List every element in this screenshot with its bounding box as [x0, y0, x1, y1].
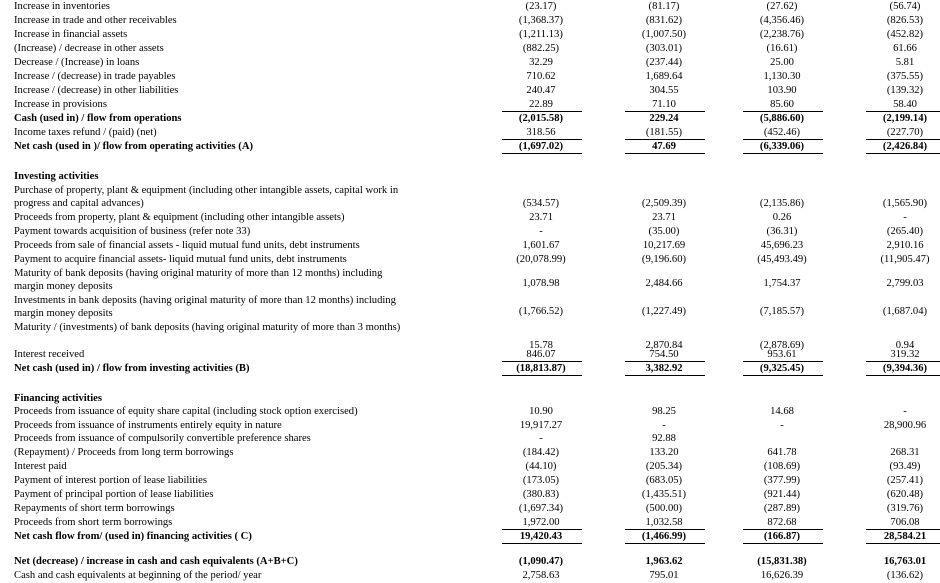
underline-rule — [866, 361, 940, 362]
cell-value: (139.32) — [886, 85, 924, 96]
cell-value: 10,217.69 — [642, 240, 686, 251]
cell-value: (36.31) — [766, 226, 798, 237]
table-row — [0, 70, 940, 84]
cell-value: (2,878.69) — [759, 340, 805, 351]
cell-value: (265.40) — [886, 226, 924, 237]
cell-value: 268.31 — [890, 447, 920, 458]
row-label: Repayments of short term borrowings — [14, 503, 175, 514]
table-row — [0, 225, 940, 239]
row-label: Payment to acquire financial assets- liquid mutual fund units, debt instruments — [14, 254, 347, 265]
cell-value: (15,831.38) — [757, 556, 807, 567]
underline-rule — [743, 139, 823, 140]
table-row — [0, 277, 940, 291]
cell-value: 872.68 — [767, 517, 797, 528]
row-label: Net cash (used in) / flow from investing activities (B) — [14, 363, 250, 374]
cell-value: 710.62 — [526, 71, 556, 82]
cell-value: 14.68 — [770, 406, 794, 417]
cell-value: (108.69) — [763, 461, 801, 472]
cell-value: (826.53) — [886, 15, 924, 26]
underline-rule — [743, 153, 823, 154]
row-label: Maturity of bank deposits (having original maturity of more than 12 months) including — [14, 268, 383, 279]
underline-rule — [866, 139, 940, 140]
cell-value: (500.00) — [645, 503, 683, 514]
cell-value: 92.88 — [652, 433, 676, 444]
cell-value: (184.42) — [522, 447, 560, 458]
cell-value: (81.17) — [648, 1, 680, 12]
underline-rule — [743, 375, 823, 376]
cell-value: (20,078.99) — [516, 254, 566, 265]
cell-value: 0.94 — [895, 340, 915, 351]
row-label: margin money deposits — [14, 281, 113, 292]
cell-value: (205.34) — [645, 461, 683, 472]
cell-value: (93.49) — [889, 461, 921, 472]
row-label: Interest received — [14, 349, 85, 360]
cell-value: (1,687.04) — [882, 306, 928, 317]
cell-value: (6,339.06) — [759, 141, 805, 152]
row-label: Increase / (decrease) in trade payables — [14, 71, 176, 82]
row-label: Financing activities — [14, 393, 102, 404]
cell-value: (44.10) — [525, 461, 557, 472]
cell-value: (4,356.46) — [759, 15, 805, 26]
underline-rule — [743, 111, 823, 112]
row-label: Proceeds from sale of financial assets - liquid mutual fund units, debt instruments — [14, 240, 360, 251]
table-row — [0, 405, 940, 419]
cell-value: (1,697.02) — [518, 141, 564, 152]
cell-value: (1,368.37) — [518, 15, 564, 26]
cell-value: 641.78 — [767, 447, 797, 458]
cell-value: (35.00) — [648, 226, 680, 237]
cell-value: (1,435.51) — [641, 489, 687, 500]
cell-value: (7,185.57) — [759, 306, 805, 317]
table-row — [0, 530, 940, 544]
cell-value: (375.55) — [886, 71, 924, 82]
table-row — [0, 253, 940, 267]
cell-value: (452.46) — [763, 127, 801, 138]
cell-value: 23.71 — [529, 212, 553, 223]
cell-value: 1,078.98 — [522, 278, 560, 289]
cell-value: (181.55) — [645, 127, 683, 138]
cell-value: 19,420.43 — [519, 531, 563, 542]
cell-value: (2,426.84) — [882, 141, 928, 152]
underline-rule — [625, 375, 705, 376]
cell-value: (1,090.47) — [518, 556, 564, 567]
cell-value: 1,689.64 — [645, 71, 683, 82]
cell-value: 1,032.58 — [645, 517, 683, 528]
cell-value: 2,484.66 — [645, 278, 683, 289]
row-label: Net (decrease) / increase in cash and cash equivalents (A+B+C) — [14, 556, 298, 567]
cell-value: 2,758.63 — [522, 570, 560, 581]
cell-value: 240.47 — [526, 85, 556, 96]
underline-rule — [743, 361, 823, 362]
row-label: Net cash flow from/ (used in) financing activities ( C) — [14, 531, 252, 542]
row-label: Proceeds from issuance of equity share capital (including stock option exercised) — [14, 406, 358, 417]
cell-value: 2,799.03 — [886, 278, 924, 289]
row-label: Payment towards acquisition of business (refer note 33) — [14, 226, 251, 237]
cell-value: (380.83) — [522, 489, 560, 500]
table-row — [0, 321, 940, 335]
cell-value: (11,905.47) — [880, 254, 930, 265]
cell-value: (534.57) — [522, 198, 560, 209]
cell-value: 19,917.27 — [519, 420, 563, 431]
cell-value: 304.55 — [649, 85, 679, 96]
row-label: Increase in provisions — [14, 99, 107, 110]
table-row — [0, 184, 940, 198]
cell-value: (257.41) — [886, 475, 924, 486]
table-row — [0, 56, 940, 70]
cell-value: - — [539, 226, 543, 237]
cell-value: (18,813.87) — [516, 363, 566, 374]
underline-rule — [625, 543, 705, 544]
underline-rule — [625, 361, 705, 362]
row-label: Increase / (decrease) in other liabilities — [14, 85, 179, 96]
row-label: Proceeds from issuance of compulsorily convertible preference shares — [14, 433, 311, 444]
underline-rule — [866, 153, 940, 154]
table-row — [0, 460, 940, 474]
table-row — [0, 569, 940, 583]
cell-value: (319.76) — [886, 503, 924, 514]
cell-value: - — [780, 420, 784, 431]
table-row — [0, 197, 940, 211]
underline-rule — [625, 529, 705, 530]
cell-value: 85.60 — [770, 99, 794, 110]
table-row — [0, 42, 940, 56]
cell-value: (1,565.90) — [882, 198, 928, 209]
cell-value: (227.70) — [886, 127, 924, 138]
cell-value: 1,754.37 — [763, 278, 801, 289]
underline-rule — [743, 529, 823, 530]
cell-value: (9,196.60) — [641, 254, 687, 265]
cell-value: 795.01 — [649, 570, 679, 581]
underline-rule — [502, 153, 582, 154]
row-label: margin money deposits — [14, 308, 113, 319]
cell-value: 16,626.39 — [760, 570, 804, 581]
cell-value: - — [539, 433, 543, 444]
cell-value: 706.08 — [890, 517, 920, 528]
cell-value: (1,227.49) — [641, 306, 687, 317]
cell-value: (1,466.99) — [641, 531, 687, 542]
cell-value: 45,696.23 — [760, 240, 804, 251]
cell-value: (9,394.36) — [882, 363, 928, 374]
row-label: progress and capital advances) — [14, 198, 144, 209]
underline-rule — [866, 543, 940, 544]
cell-value: 754.50 — [649, 349, 679, 360]
row-label: Increase in inventories — [14, 1, 110, 12]
cell-value: 71.10 — [652, 99, 676, 110]
row-label: Investing activities — [14, 171, 99, 182]
cell-value: (287.89) — [763, 503, 801, 514]
row-label: Increase in financial assets — [14, 29, 128, 40]
underline-rule — [502, 361, 582, 362]
cell-value: (136.62) — [886, 570, 924, 581]
cell-value: (303.01) — [645, 43, 683, 54]
table-row — [0, 348, 940, 362]
table-row — [0, 140, 940, 154]
cell-value: 58.40 — [893, 99, 917, 110]
cell-value: - — [662, 420, 666, 431]
cell-value: (831.62) — [645, 15, 683, 26]
cell-value: (5,886.60) — [759, 113, 805, 124]
cell-value: (1,697.34) — [518, 503, 564, 514]
cell-value: 5.81 — [895, 57, 915, 68]
cell-value: 319.32 — [890, 349, 920, 360]
cell-value: (56.74) — [889, 1, 921, 12]
underline-rule — [502, 139, 582, 140]
table-row — [0, 305, 940, 319]
cell-value: (2,015.58) — [518, 113, 564, 124]
underline-rule — [866, 111, 940, 112]
underline-rule — [502, 529, 582, 530]
cell-value: (683.05) — [645, 475, 683, 486]
cell-value: - — [903, 406, 907, 417]
cell-value: 23.71 — [652, 212, 676, 223]
table-row — [0, 170, 940, 184]
cell-value: (9,325.45) — [759, 363, 805, 374]
row-label: Payment of interest portion of lease liabilities — [14, 475, 207, 486]
cell-value: (1,007.50) — [641, 29, 687, 40]
cell-value: (2,199.14) — [882, 113, 928, 124]
table-row — [0, 474, 940, 488]
table-row — [0, 0, 940, 14]
row-label: Investments in bank deposits (having original maturity of more than 12 months) including — [14, 295, 396, 306]
row-label: Cash (used in) / flow from operations — [14, 113, 182, 124]
table-row — [0, 362, 940, 376]
cell-value: (45,493.49) — [757, 254, 807, 265]
row-label: (Increase) / decrease in other assets — [14, 43, 164, 54]
row-label: Decrease / (Increase) in loans — [14, 57, 140, 68]
underline-rule — [743, 543, 823, 544]
cell-value: 0.26 — [772, 212, 792, 223]
cell-value: 1,963.62 — [645, 556, 683, 567]
cell-value: 133.20 — [649, 447, 679, 458]
table-row — [0, 112, 940, 126]
cell-value: (1,766.52) — [518, 306, 564, 317]
table-row — [0, 419, 940, 433]
underline-rule — [502, 111, 582, 112]
table-row — [0, 432, 940, 446]
cell-value: (16.61) — [766, 43, 798, 54]
row-label: Interest paid — [14, 461, 67, 472]
table-row — [0, 239, 940, 253]
cell-value: 1,130.30 — [763, 71, 801, 82]
cell-value: (1,211.13) — [519, 29, 563, 40]
row-label: Proceeds from property, plant & equipment (including other intangible assets) — [14, 212, 345, 223]
table-row — [0, 392, 940, 406]
cell-value: 25.00 — [770, 57, 794, 68]
cell-value: (173.05) — [522, 475, 560, 486]
cell-value: (2,238.76) — [759, 29, 805, 40]
table-row — [0, 555, 940, 569]
row-label: (Repayment) / Proceeds from long term borrowings — [14, 447, 234, 458]
cell-value: (237.44) — [645, 57, 683, 68]
cell-value: 22.89 — [529, 99, 553, 110]
cell-value: (2,135.86) — [759, 198, 805, 209]
row-label: Payment of principal portion of lease liabilities — [14, 489, 214, 500]
underline-rule — [625, 111, 705, 112]
table-row — [0, 516, 940, 530]
cell-value: (2,509.39) — [641, 198, 687, 209]
table-row — [0, 126, 940, 140]
table-row — [0, 446, 940, 460]
table-row — [0, 14, 940, 28]
underline-rule — [866, 529, 940, 530]
cell-value: 16,763.01 — [883, 556, 927, 567]
table-row — [0, 502, 940, 516]
table-row — [0, 28, 940, 42]
row-label: Proceeds from issuance of instruments entirely equity in nature — [14, 420, 282, 431]
row-label: Proceeds from short term borrowings — [14, 517, 173, 528]
cell-value: - — [903, 212, 907, 223]
cell-value: 2,910.16 — [886, 240, 924, 251]
underline-rule — [625, 139, 705, 140]
table-row — [0, 211, 940, 225]
cell-value: 1,972.00 — [522, 517, 560, 528]
cell-value: 10.90 — [529, 406, 553, 417]
cell-value: 1,601.67 — [522, 240, 560, 251]
cell-value: 61.66 — [893, 43, 917, 54]
table-row — [0, 84, 940, 98]
cell-value: 98.25 — [652, 406, 676, 417]
cell-value: 318.56 — [526, 127, 556, 138]
cell-value: 953.61 — [767, 349, 797, 360]
table-row — [0, 98, 940, 112]
underline-rule — [625, 153, 705, 154]
cell-value: 103.90 — [767, 85, 797, 96]
cell-value: 15.78 — [529, 340, 553, 351]
cell-value: (921.44) — [763, 489, 801, 500]
underline-rule — [502, 543, 582, 544]
cell-value: (166.87) — [763, 531, 801, 542]
row-label: Purchase of property, plant & equipment (including other intangible assets, capital work in — [14, 185, 399, 196]
underline-rule — [502, 375, 582, 376]
underline-rule — [866, 375, 940, 376]
cell-value: (377.99) — [763, 475, 801, 486]
cell-value: (452.82) — [886, 29, 924, 40]
cell-value: (23.17) — [525, 1, 557, 12]
row-label: Net cash (used in )/ flow from operating activities (A) — [14, 141, 254, 152]
cell-value: 32.29 — [529, 57, 553, 68]
cell-value: (27.62) — [766, 1, 798, 12]
cell-value: 846.07 — [526, 349, 556, 360]
cell-value: 28,584.21 — [883, 531, 927, 542]
cell-value: (620.48) — [886, 489, 924, 500]
cell-value: 229.24 — [649, 113, 679, 124]
row-label: Income taxes refund / (paid) (net) — [14, 127, 157, 138]
row-label: Cash and cash equivalents at beginning of the period/ year — [14, 570, 262, 581]
cell-value: (882.25) — [522, 43, 560, 54]
cell-value: 2,870.84 — [645, 340, 683, 351]
row-label: Maturity / (investments) of bank deposits (having original maturity of more than 3 months) — [14, 322, 401, 333]
table-row — [0, 488, 940, 502]
cell-value: 28,900.96 — [883, 420, 927, 431]
cell-value: 3,382.92 — [645, 363, 683, 374]
row-label: Increase in trade and other receivables — [14, 15, 177, 26]
cell-value: 47.69 — [652, 141, 676, 152]
